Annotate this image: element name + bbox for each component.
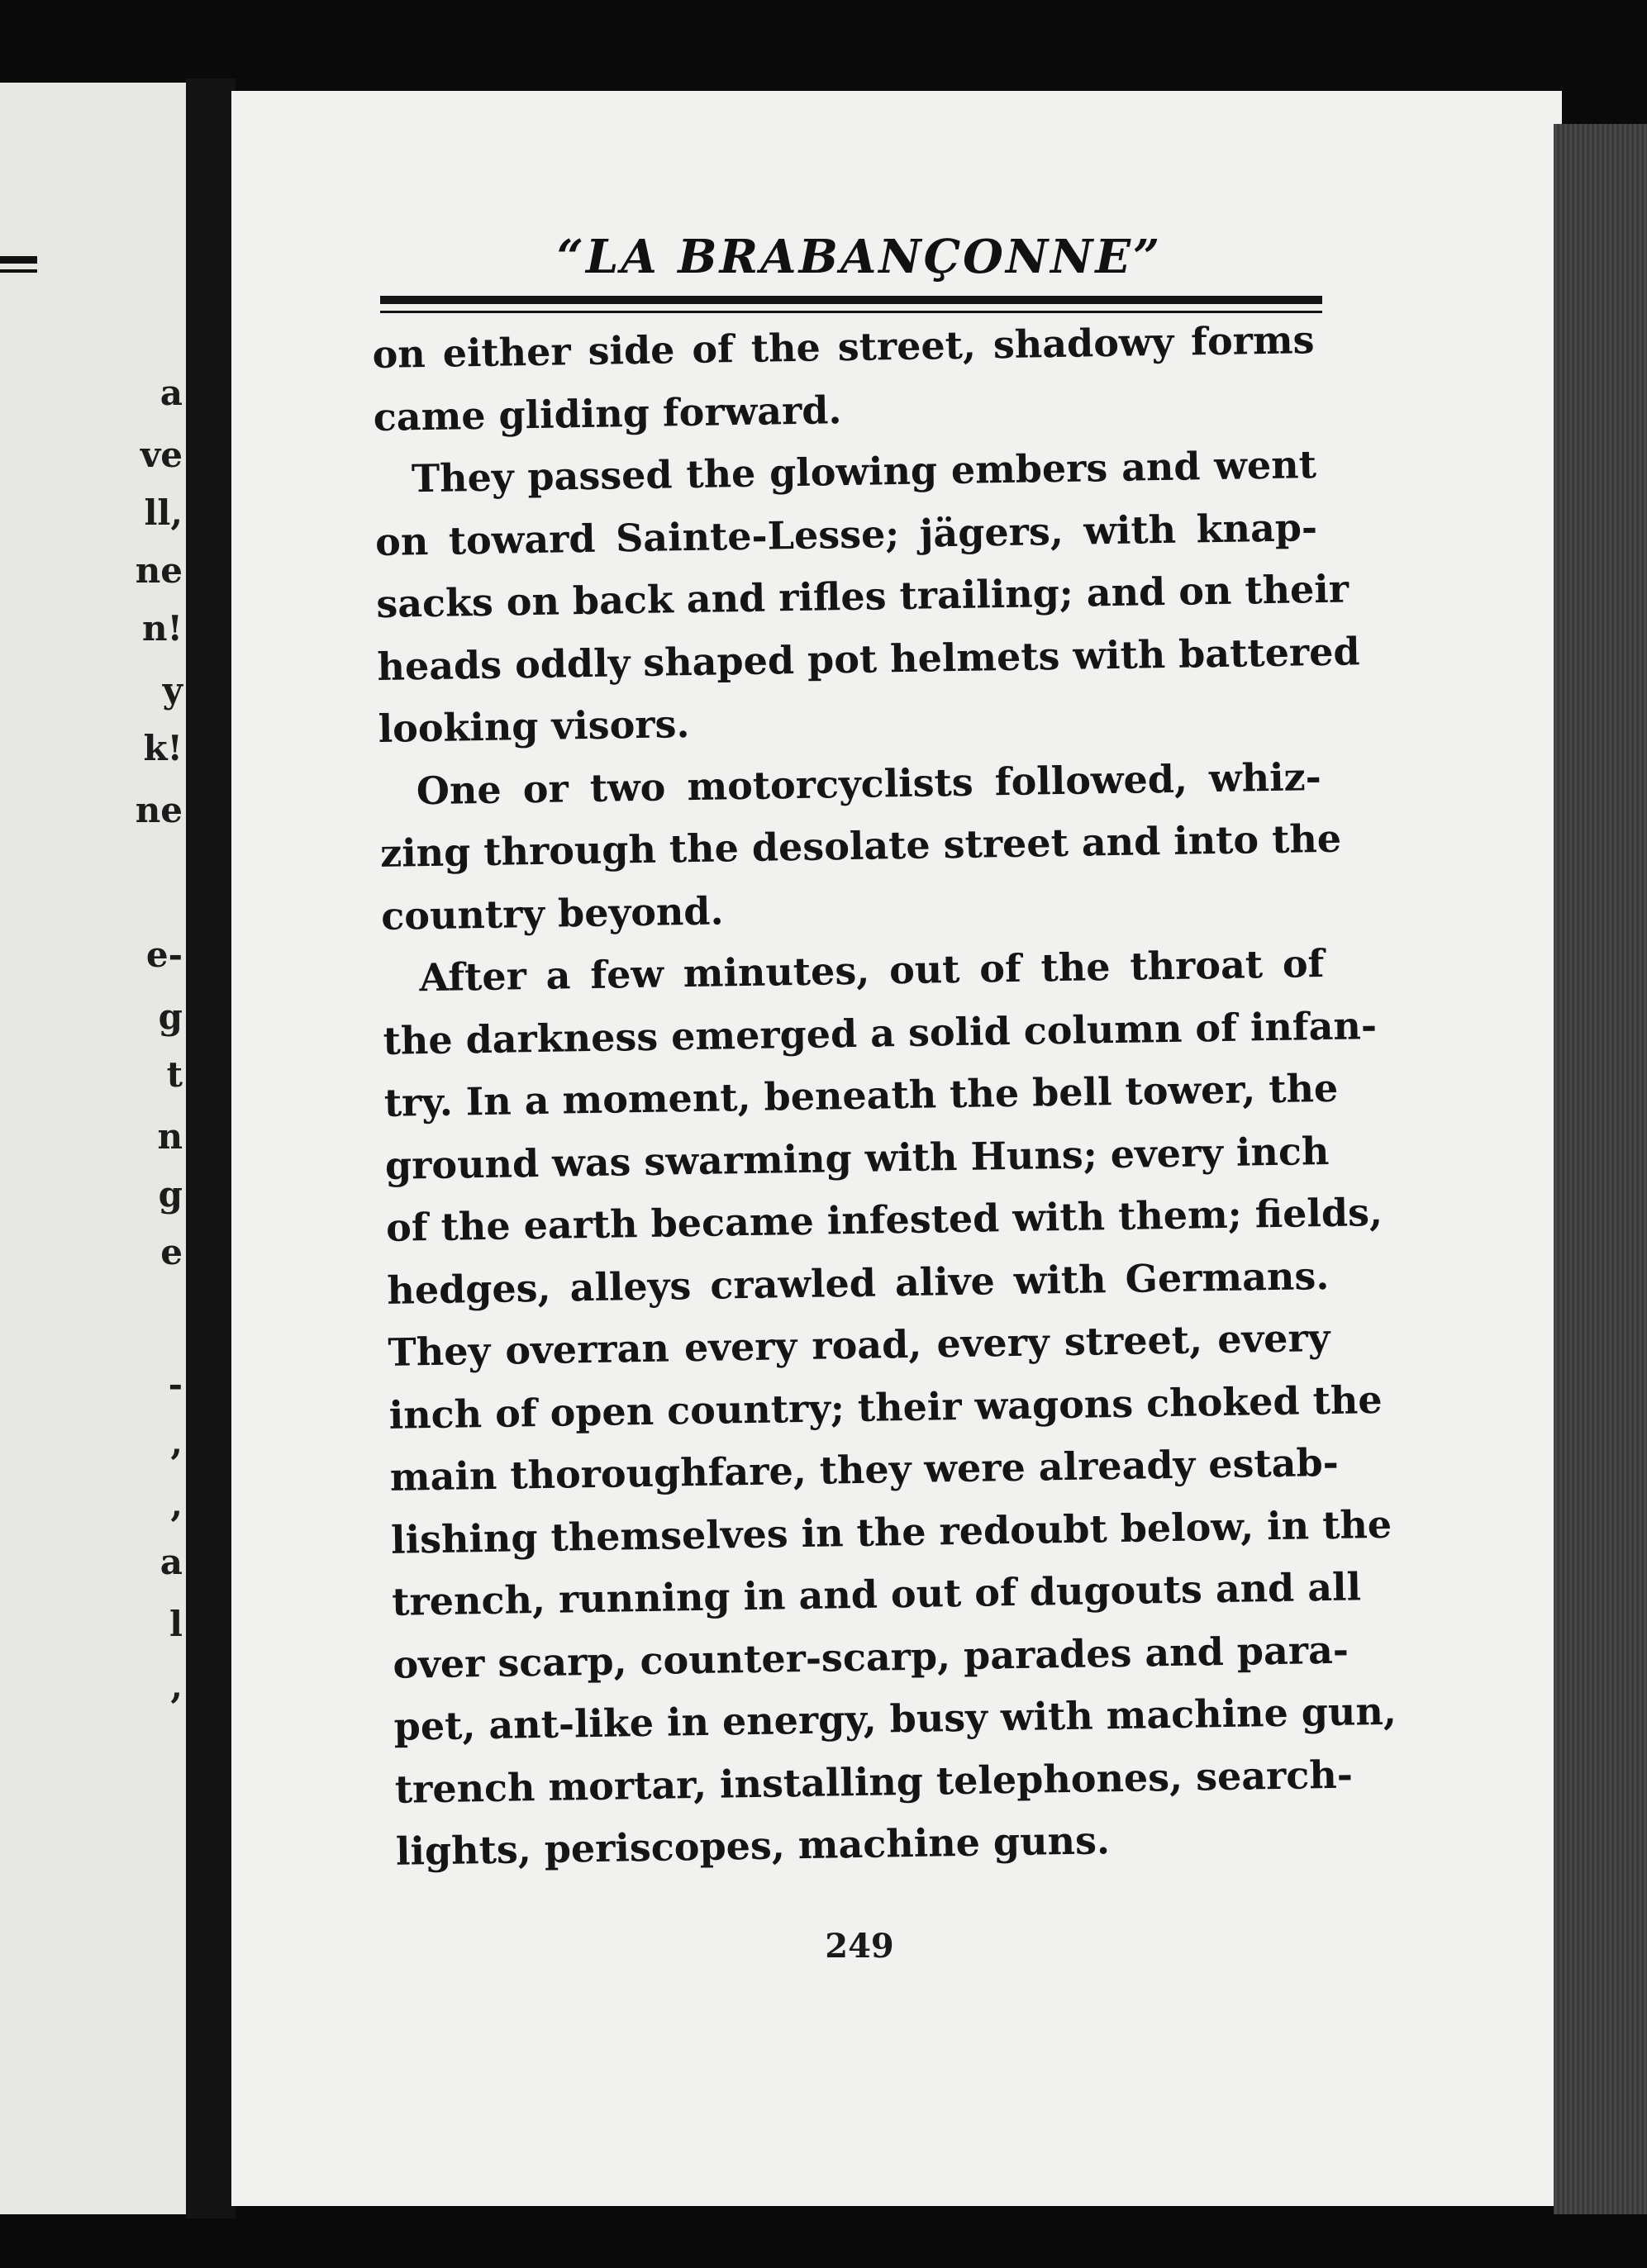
text-line: lishing themselves in the redoubt below, in the [390,1501,1392,1562]
previous-page-text-fragment: ne [135,790,183,830]
previous-page-text-fragment: a [159,373,183,413]
previous-page [0,83,186,2214]
text-line: try. In a moment, beneath the bell tower, the [383,1065,1339,1125]
text-line: on either side of the street, shadowy forms [372,317,1315,377]
text-line: trench, running in and out of dugouts and all [391,1564,1362,1624]
text-line: of the earth became infested with them; fields, [385,1189,1383,1250]
page-edges [1554,124,1647,2214]
page-number: 249 [825,1927,894,1966]
text-line: country beyond. [380,887,724,939]
text-line: After a few minutes, out of the throat of [419,940,1325,1001]
previous-page-rule [0,269,37,273]
text-line: pet, ant-like in energy, busy with machine gun, [393,1688,1397,1749]
previous-page-text-fragment: ne [135,550,183,591]
previous-page-text-fragment: g [158,1174,183,1215]
running-head: “LA BRABANÇONNE” [556,230,1163,284]
text-line: sacks on back and rifles trailing; and on their [375,566,1349,626]
previous-page-text-fragment: , [170,1484,183,1524]
text-line: came gliding forward. [373,387,842,440]
paragraph [378,746,1342,948]
text-line: They overran every road, every street, every [388,1315,1330,1375]
previous-page-text-fragment: n! [142,608,183,649]
text-line: trench mortar, installing telephones, search- [394,1752,1354,1812]
previous-page-text-fragment: t [166,1054,183,1095]
previous-page-text-fragment: , [170,1666,183,1706]
text-line: lights, periscopes, machine guns. [395,1818,1111,1874]
text-line: looking visors. [378,701,690,751]
previous-page-rule [0,256,37,264]
previous-page-text-fragment: a [159,1542,183,1582]
text-line: zing through the desolate street and into the [379,815,1342,876]
previous-page-text-fragment: , [170,1422,183,1462]
text-line: One or two motorcyclists followed, whiz- [416,754,1322,813]
text-line: over scarp, counter-scarp, parades and para- [393,1627,1349,1687]
previous-page-text-fragment: - [168,1364,183,1405]
text-line: on toward Sainte-Lesse; jägers, with knap- [374,504,1318,564]
previous-page-text-fragment: g [158,996,183,1037]
book-page [231,91,1562,2206]
paragraph [382,933,1397,1883]
text-line: heads oddly shaped pot helmets with battered [377,628,1360,689]
previous-page-text-fragment: e- [145,934,183,975]
text-line: They passed the glowing embers and went [411,442,1317,502]
text-line: the darkness emerged a solid column of infan- [383,1002,1378,1063]
text-line: main thoroughfare, they were already estab- [389,1439,1340,1500]
header-rule-thick [380,296,1322,304]
text-line: hedges, alleys crawled alive with Germans. [386,1253,1330,1313]
text-line: ground was swarming with Huns; every inch [384,1128,1330,1188]
previous-page-text-fragment: n [157,1116,183,1157]
text-line: inch of open country; their wagons choked the [388,1376,1383,1438]
previous-page-text-fragment: y [162,670,183,711]
previous-page-text-fragment: ll, [144,492,183,533]
previous-page-text-fragment: k! [143,728,183,768]
paragraph [374,434,1360,760]
book-gutter [186,78,236,2218]
body-text [372,309,1397,1883]
previous-page-text-fragment: l [169,1604,183,1644]
previous-page-text-fragment: ve [140,435,183,475]
paragraph [372,309,1316,449]
previous-page-text-fragment: e [160,1232,183,1272]
